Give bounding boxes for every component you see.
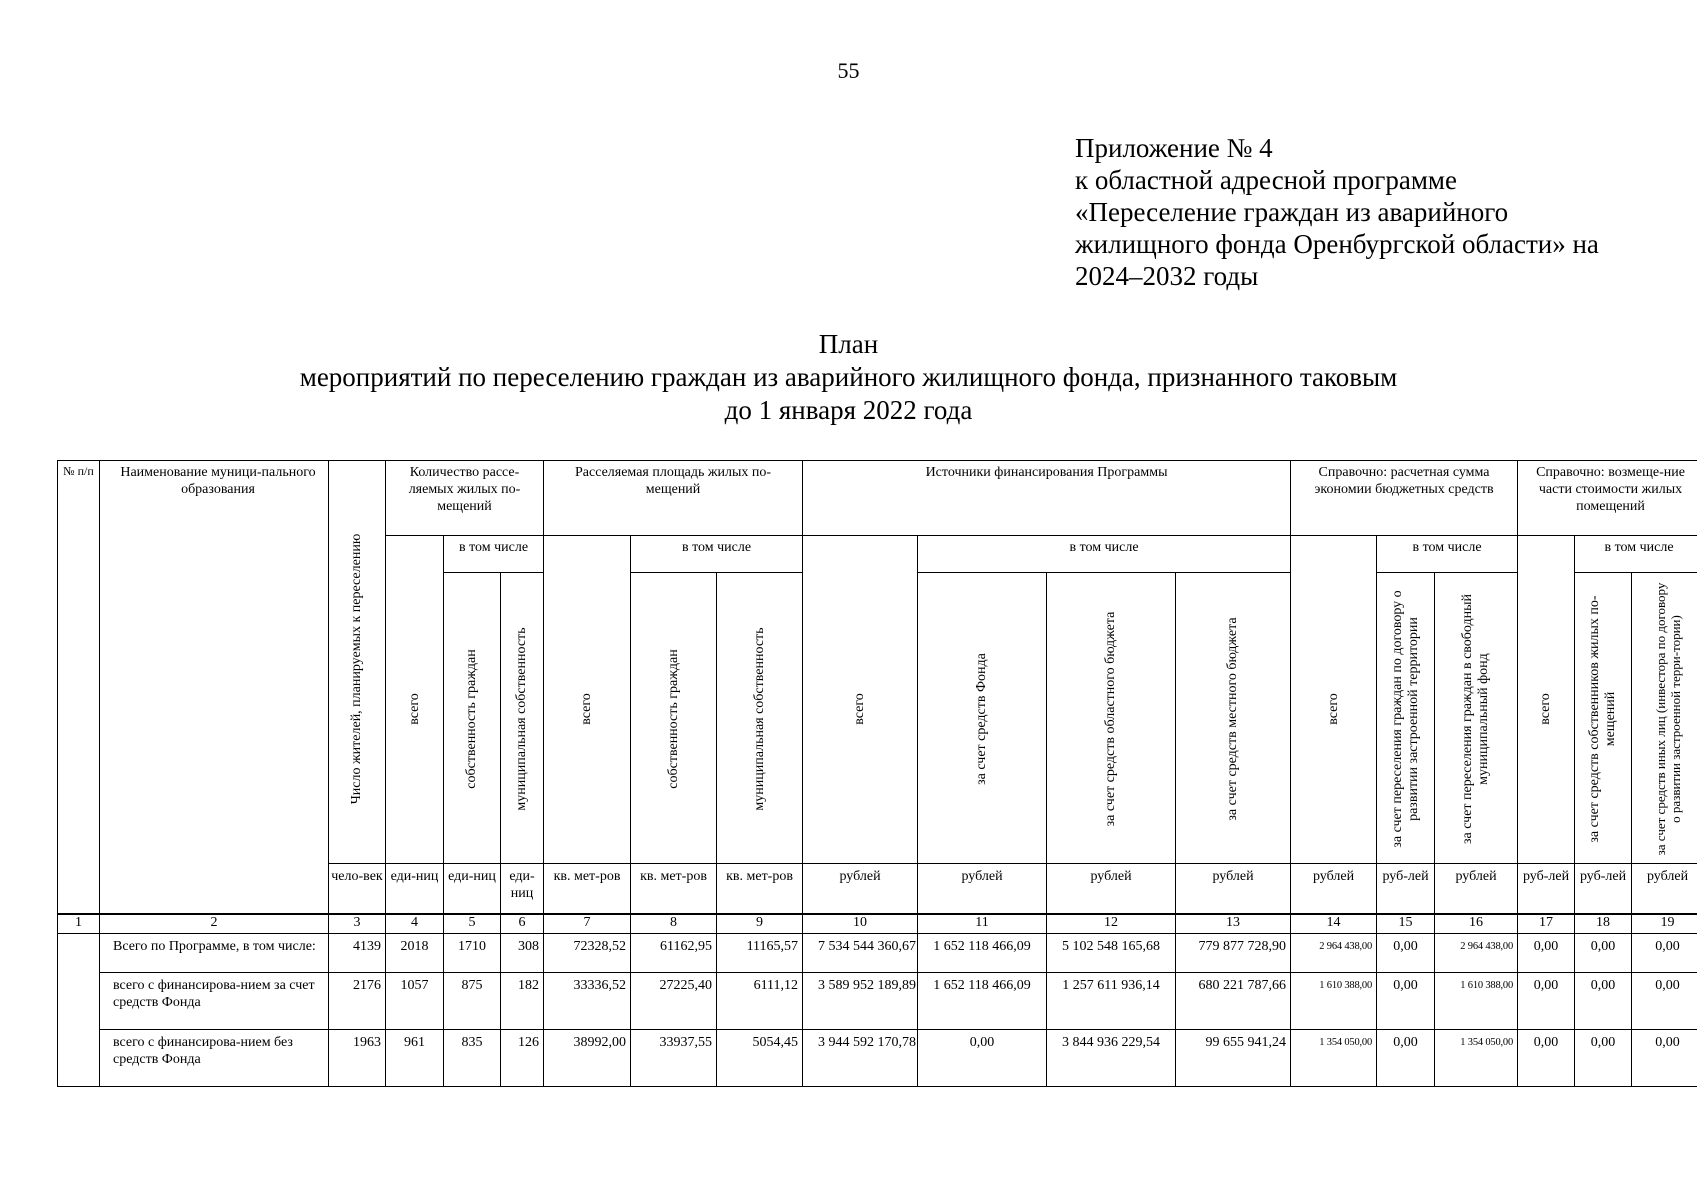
cell: 11165,57 — [717, 934, 803, 973]
column-number: 17 — [1518, 914, 1575, 934]
header-fin-local: за счет средств местного бюджета — [1176, 573, 1291, 864]
unit-cell: рублей — [1047, 864, 1176, 915]
cell: 33937,55 — [631, 1030, 717, 1087]
appendix-line: Приложение № 4 — [1075, 133, 1273, 163]
plan-title-line: до 1 января 2022 года — [724, 395, 973, 425]
unit-cell: рублей — [1632, 864, 1697, 915]
cell: 0,00 — [1377, 1030, 1435, 1087]
appendix-line: к областной адресной программе — [1075, 165, 1457, 195]
cell: 0,00 — [1518, 1030, 1575, 1087]
unit-cell: еди-ниц — [501, 864, 544, 915]
header-comp-in-total: в том числе — [1575, 536, 1697, 573]
cell: 0,00 — [1377, 934, 1435, 973]
cell: 72328,52 — [544, 934, 631, 973]
column-number: 11 — [918, 914, 1047, 934]
cell: 1057 — [386, 973, 444, 1030]
plan-title — [0, 328, 1697, 427]
table-row — [58, 973, 1697, 1030]
cell: 5 102 548 165,68 — [1047, 934, 1176, 973]
cell: 1 257 611 936,14 — [1047, 973, 1176, 1030]
unit-cell: руб-лей — [1518, 864, 1575, 915]
cell: 3 944 592 170,78 — [803, 1030, 918, 1087]
column-number: 6 — [501, 914, 544, 934]
unit-cell: рублей — [918, 864, 1047, 915]
cell: 182 — [501, 973, 544, 1030]
row-name: всего с финансирова-нием за счет средств Фонда — [100, 973, 329, 1030]
header-econ-contract: за счет переселения граждан по договору о развитии застроенной территории — [1377, 573, 1435, 864]
cell: 0,00 — [1575, 1030, 1632, 1087]
cell: 99 655 941,24 — [1176, 1030, 1291, 1087]
cell: 779 877 728,90 — [1176, 934, 1291, 973]
cell: 3 589 952 189,89 — [803, 973, 918, 1030]
row-num-cell — [58, 934, 100, 1087]
cell: 1710 — [444, 934, 501, 973]
header-fin-regional: за счет средств областного бюджета — [1047, 573, 1176, 864]
header-num: № п/п — [58, 461, 100, 915]
unit-cell: кв. мет-ров — [717, 864, 803, 915]
cell: 2018 — [386, 934, 444, 973]
header-comp-owners: за счет средств собственников жилых по-мещений — [1575, 573, 1632, 864]
header-qty-in-total: в том числе — [444, 536, 544, 573]
header-econ-group: Справочно: расчетная сумма экономии бюджетных средств — [1291, 461, 1518, 536]
cell: 1963 — [329, 1030, 386, 1087]
cell: 308 — [501, 934, 544, 973]
cell: 2 964 438,00 — [1291, 934, 1377, 973]
column-number: 5 — [444, 914, 501, 934]
cell: 5054,45 — [717, 1030, 803, 1087]
cell: 0,00 — [1575, 934, 1632, 973]
header-comp-total: всего — [1518, 536, 1575, 864]
header-fin-total: всего — [803, 536, 918, 864]
header-fin-fund: за счет средств Фонда — [918, 573, 1047, 864]
column-number: 16 — [1435, 914, 1518, 934]
column-number: 8 — [631, 914, 717, 934]
page-number: 55 — [837, 58, 860, 83]
cell: 0,00 — [1575, 973, 1632, 1030]
unit-cell: рублей — [803, 864, 918, 915]
appendix-block — [1075, 132, 1599, 292]
cell: 4139 — [329, 934, 386, 973]
appendix-line: жилищного фонда Оренбургской области» на — [1075, 229, 1599, 259]
column-number: 4 — [386, 914, 444, 934]
header-area-municipal: муниципальная собственность — [717, 573, 803, 864]
header-area-total: всего — [544, 536, 631, 864]
column-number: 2 — [100, 914, 329, 934]
header-area-in-total: в том числе — [631, 536, 803, 573]
cell: 7 534 544 360,67 — [803, 934, 918, 973]
column-number: 1 — [58, 914, 100, 934]
cell: 27225,40 — [631, 973, 717, 1030]
cell: 1 354 050,00 — [1291, 1030, 1377, 1087]
table-row — [58, 1030, 1697, 1087]
header-econ-total: всего — [1291, 536, 1377, 864]
cell: 1 610 388,00 — [1435, 973, 1518, 1030]
cell: 38992,00 — [544, 1030, 631, 1087]
column-number: 18 — [1575, 914, 1632, 934]
header-area-citizens: собственность граждан — [631, 573, 717, 864]
unit-cell: рублей — [1176, 864, 1291, 915]
header-qty-group: Количество рассе-ляемых жилых по-мещений — [386, 461, 544, 536]
header-area-group: Расселяемая площадь жилых по-мещений — [544, 461, 803, 536]
header-residents: Число жителей, планируемых к переселению — [329, 461, 386, 864]
unit-cell: руб-лей — [1377, 864, 1435, 915]
unit-cell: еди-ниц — [386, 864, 444, 915]
cell: 0,00 — [1518, 934, 1575, 973]
plan-title-line: мероприятий по переселению граждан из аварийного жилищного фонда, признанного таковым — [299, 362, 1398, 392]
cell: 2 964 438,00 — [1435, 934, 1518, 973]
column-number: 13 — [1176, 914, 1291, 934]
cell: 1 652 118 466,09 — [918, 934, 1047, 973]
cell: 33336,52 — [544, 973, 631, 1030]
column-number: 19 — [1632, 914, 1697, 934]
row-name: всего с финансирова-нием без средств Фонда — [100, 1030, 329, 1087]
cell: 0,00 — [1632, 973, 1697, 1030]
row-name: Всего по Программе, в том числе: — [100, 934, 329, 973]
unit-cell: кв. мет-ров — [544, 864, 631, 915]
cell: 6111,12 — [717, 973, 803, 1030]
cell: 61162,95 — [631, 934, 717, 973]
header-econ-in-total: в том числе — [1377, 536, 1518, 573]
cell: 2176 — [329, 973, 386, 1030]
cell: 1 652 118 466,09 — [918, 973, 1047, 1030]
cell: 875 — [444, 973, 501, 1030]
cell: 1 610 388,00 — [1291, 973, 1377, 1030]
header-econ-free: за счет переселения граждан в свободный муниципальный фонд — [1435, 573, 1518, 864]
column-number: 12 — [1047, 914, 1176, 934]
cell: 961 — [386, 1030, 444, 1087]
header-comp-others: за счет средств иных лиц (инвестора по договору о развитии застроенной терри-тории) — [1632, 573, 1697, 864]
column-number: 10 — [803, 914, 918, 934]
cell: 0,00 — [1632, 934, 1697, 973]
cell: 0,00 — [1632, 1030, 1697, 1087]
unit-cell: рублей — [1435, 864, 1518, 915]
cell: 1 354 050,00 — [1435, 1030, 1518, 1087]
plan-title-line: План — [818, 329, 879, 359]
cell: 126 — [501, 1030, 544, 1087]
cell: 3 844 936 229,54 — [1047, 1030, 1176, 1087]
column-number: 14 — [1291, 914, 1377, 934]
cell: 680 221 787,66 — [1176, 973, 1291, 1030]
unit-cell: рублей — [1291, 864, 1377, 915]
column-number: 7 — [544, 914, 631, 934]
header-name: Наименование муници-пального образования — [100, 461, 329, 915]
header-qty-municipal: муниципальная собственность — [501, 573, 544, 864]
header-comp-group: Справочно: возмеще-ние части стоимости жилых помещений — [1518, 461, 1697, 536]
header-fin-group: Источники финансирования Программы — [803, 461, 1291, 536]
column-number: 9 — [717, 914, 803, 934]
cell: 0,00 — [1377, 973, 1435, 1030]
header-qty-total: всего — [386, 536, 444, 864]
unit-cell: чело-век — [329, 864, 386, 915]
cell: 835 — [444, 1030, 501, 1087]
table-row — [58, 934, 1697, 973]
appendix-line: 2024–2032 годы — [1075, 261, 1259, 291]
header-qty-citizens: собственность граждан — [444, 573, 501, 864]
resettlement-plan-table — [57, 460, 1697, 1087]
unit-cell: руб-лей — [1575, 864, 1632, 915]
cell: 0,00 — [1518, 973, 1575, 1030]
cell: 0,00 — [918, 1030, 1047, 1087]
unit-cell: еди-ниц — [444, 864, 501, 915]
column-number: 3 — [329, 914, 386, 934]
header-fin-in-total: в том числе — [918, 536, 1291, 573]
appendix-line: «Переселение граждан из аварийного — [1075, 197, 1509, 227]
column-number: 15 — [1377, 914, 1435, 934]
unit-cell: кв. мет-ров — [631, 864, 717, 915]
